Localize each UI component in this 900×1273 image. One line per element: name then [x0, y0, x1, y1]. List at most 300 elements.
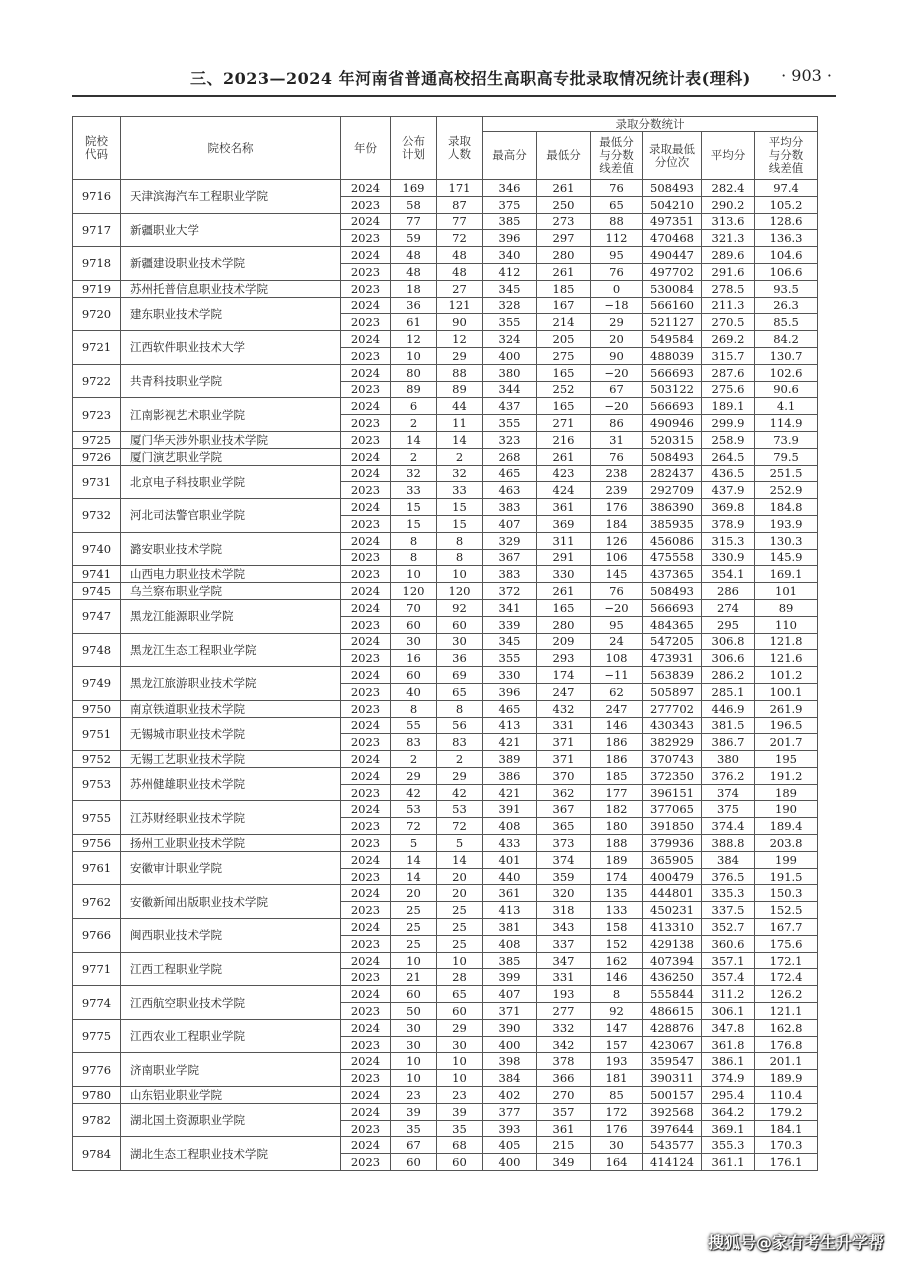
table-cell: 184.1: [755, 1120, 818, 1137]
table-cell: 357: [537, 1103, 591, 1120]
school-name: 江西软件职业技术大学: [121, 331, 341, 365]
table-cell: 490946: [643, 415, 702, 432]
table-cell: 2023: [341, 868, 391, 885]
table-cell: 83: [437, 734, 483, 751]
table-cell: 27: [437, 280, 483, 297]
table-cell: 10: [391, 1053, 437, 1070]
table-cell: 214: [537, 314, 591, 331]
table-cell: −20: [591, 599, 643, 616]
table-cell: 157: [591, 1036, 643, 1053]
table-cell: 65: [437, 683, 483, 700]
table-cell: 68: [437, 1137, 483, 1154]
table-cell: 12: [437, 331, 483, 348]
table-cell: 32: [391, 465, 437, 482]
table-cell: 2024: [341, 331, 391, 348]
table-cell: 88: [591, 213, 643, 230]
table-row: [73, 801, 818, 818]
table-cell: 90.6: [755, 381, 818, 398]
table-cell: 20: [591, 331, 643, 348]
table-cell: 2023: [341, 515, 391, 532]
table-cell: 60: [437, 1154, 483, 1171]
table-cell: 30: [437, 633, 483, 650]
table-cell: 130.7: [755, 347, 818, 364]
table-cell: 170.3: [755, 1137, 818, 1154]
table-cell: 2024: [341, 213, 391, 230]
header-sub-col: 录取最低 分位次: [643, 132, 702, 180]
table-cell: 251.5: [755, 465, 818, 482]
table-cell: 2023: [341, 482, 391, 499]
table-cell: 104.6: [755, 247, 818, 264]
table-cell: 2023: [341, 1070, 391, 1087]
table-cell: 346: [483, 180, 537, 197]
school-name: 厦门华天涉外职业技术学院: [121, 431, 341, 448]
table-cell: 345: [483, 633, 537, 650]
table-cell: 193: [591, 1053, 643, 1070]
table-cell: 2023: [341, 650, 391, 667]
table-header: [73, 117, 818, 180]
table-row: [73, 297, 818, 314]
table-cell: 268: [483, 448, 537, 465]
school-name: 江西航空职业技术学院: [121, 986, 341, 1020]
school-name: 闽西职业技术学院: [121, 919, 341, 953]
table-cell: 293: [537, 650, 591, 667]
table-cell: 357.1: [702, 952, 755, 969]
school-code: 9752: [73, 751, 121, 768]
table-cell: 185: [537, 280, 591, 297]
table-cell: 20: [437, 885, 483, 902]
school-name: 厦门演艺职业学院: [121, 448, 341, 465]
table-cell: 69: [437, 667, 483, 684]
table-cell: 174: [591, 868, 643, 885]
table-cell: 84.2: [755, 331, 818, 348]
table-cell: 44: [437, 398, 483, 415]
table-cell: 389: [483, 751, 537, 768]
table-cell: 87: [437, 196, 483, 213]
table-row: [73, 331, 818, 348]
table-cell: 181: [591, 1070, 643, 1087]
table-cell: 383: [483, 566, 537, 583]
table-cell: 247: [591, 700, 643, 717]
table-cell: 295: [702, 616, 755, 633]
table-cell: 278.5: [702, 280, 755, 297]
table-cell: 369.8: [702, 499, 755, 516]
table-cell: 366: [537, 1070, 591, 1087]
table-cell: 450231: [643, 902, 702, 919]
table-cell: 361: [483, 885, 537, 902]
table-cell: 55: [391, 717, 437, 734]
school-code: 9753: [73, 767, 121, 801]
table-cell: 20: [437, 868, 483, 885]
table-cell: 500157: [643, 1087, 702, 1104]
table-cell: 201.1: [755, 1053, 818, 1070]
table-cell: 2023: [341, 196, 391, 213]
table-cell: 2024: [341, 1087, 391, 1104]
table-cell: 247: [537, 683, 591, 700]
table-cell: 330: [537, 566, 591, 583]
school-code: 9782: [73, 1103, 121, 1137]
table-cell: 437: [483, 398, 537, 415]
table-cell: 407: [483, 986, 537, 1003]
table-cell: 121.1: [755, 1003, 818, 1020]
table-cell: 171: [437, 180, 483, 197]
school-name: 江西工程职业学院: [121, 952, 341, 986]
table-cell: 42: [391, 784, 437, 801]
table-cell: 191.5: [755, 868, 818, 885]
table-cell: 14: [437, 851, 483, 868]
table-cell: 2023: [341, 818, 391, 835]
table-cell: 35: [391, 1120, 437, 1137]
table-cell: 414124: [643, 1154, 702, 1171]
table-cell: 121: [437, 297, 483, 314]
table-cell: 10: [391, 952, 437, 969]
table-cell: 370: [537, 767, 591, 784]
table-cell: 14: [437, 431, 483, 448]
table-cell: 361: [537, 1120, 591, 1137]
table-cell: 347: [537, 952, 591, 969]
table-cell: 50: [391, 1003, 437, 1020]
table-cell: 315.7: [702, 347, 755, 364]
table-cell: 505897: [643, 683, 702, 700]
table-cell: 238: [591, 465, 643, 482]
table-cell: 412: [483, 263, 537, 280]
table-cell: 421: [483, 784, 537, 801]
table-cell: 250: [537, 196, 591, 213]
table-cell: 342: [537, 1036, 591, 1053]
school-name: 乌兰察布职业学院: [121, 583, 341, 600]
table-cell: 282.4: [702, 180, 755, 197]
table-cell: 402: [483, 1087, 537, 1104]
school-code: 9774: [73, 986, 121, 1020]
school-code: 9749: [73, 667, 121, 701]
table-cell: 33: [437, 482, 483, 499]
table-cell: 8: [437, 532, 483, 549]
source-watermark: 搜狐号@家有考生升学帮: [707, 1233, 884, 1252]
header-sub-col: 最低分 与分数 线差值: [591, 132, 643, 180]
table-cell: 108: [591, 650, 643, 667]
table-cell: 400479: [643, 868, 702, 885]
table-cell: −20: [591, 398, 643, 415]
table-cell: 400: [483, 1036, 537, 1053]
table-cell: 29: [437, 347, 483, 364]
table-cell: 101: [755, 583, 818, 600]
table-cell: 58: [391, 196, 437, 213]
table-cell: 349: [537, 1154, 591, 1171]
table-row: [73, 280, 818, 297]
table-cell: 377: [483, 1103, 537, 1120]
table-cell: 121.6: [755, 650, 818, 667]
table-cell: 465: [483, 700, 537, 717]
table-cell: 2024: [341, 180, 391, 197]
table-cell: 25: [437, 919, 483, 936]
table-cell: 2024: [341, 767, 391, 784]
table-cell: 369: [537, 515, 591, 532]
table-cell: 48: [437, 247, 483, 264]
school-name: 江西农业工程职业学院: [121, 1019, 341, 1053]
table-cell: 339: [483, 616, 537, 633]
school-code: 9775: [73, 1019, 121, 1053]
table-cell: 331: [537, 717, 591, 734]
table-cell: 566693: [643, 364, 702, 381]
school-code: 9723: [73, 398, 121, 432]
table-cell: 379936: [643, 835, 702, 852]
table-cell: 65: [437, 986, 483, 1003]
table-cell: 355: [483, 650, 537, 667]
table-cell: 76: [591, 263, 643, 280]
table-cell: 76: [591, 180, 643, 197]
table-cell: 152: [591, 935, 643, 952]
school-code: 9776: [73, 1053, 121, 1087]
table-cell: 269.2: [702, 331, 755, 348]
table-cell: 106.6: [755, 263, 818, 280]
table-cell: 365905: [643, 851, 702, 868]
table-cell: 86: [591, 415, 643, 432]
table-cell: 311.2: [702, 986, 755, 1003]
table-cell: 136.3: [755, 230, 818, 247]
table-cell: 2024: [341, 583, 391, 600]
table-cell: 2023: [341, 381, 391, 398]
table-cell: 396151: [643, 784, 702, 801]
table-cell: 85: [591, 1087, 643, 1104]
table-cell: 92: [591, 1003, 643, 1020]
table-cell: 2024: [341, 1019, 391, 1036]
table-row: [73, 851, 818, 868]
header-sub-col: 平均分: [702, 132, 755, 180]
table-cell: 2023: [341, 280, 391, 297]
table-cell: 421: [483, 734, 537, 751]
table-cell: 361: [537, 499, 591, 516]
table-cell: 291: [537, 549, 591, 566]
table-cell: 503122: [643, 381, 702, 398]
school-code: 9718: [73, 247, 121, 281]
table-cell: 172.4: [755, 969, 818, 986]
table-cell: 354.1: [702, 566, 755, 583]
table-cell: 11: [437, 415, 483, 432]
table-row: [73, 431, 818, 448]
admission-table: [72, 116, 818, 1171]
header-plan: 公布 计划: [391, 117, 437, 180]
table-cell: 30: [591, 1137, 643, 1154]
table-cell: 391: [483, 801, 537, 818]
table-cell: 2024: [341, 448, 391, 465]
table-cell: 355.3: [702, 1137, 755, 1154]
table-cell: 193: [537, 986, 591, 1003]
header-rule: [72, 95, 836, 97]
table-cell: 484365: [643, 616, 702, 633]
table-cell: 95: [591, 247, 643, 264]
table-cell: 274: [702, 599, 755, 616]
school-name: 苏州健雄职业技术学院: [121, 767, 341, 801]
table-cell: 6: [391, 398, 437, 415]
table-cell: 381.5: [702, 717, 755, 734]
table-cell: 252: [537, 381, 591, 398]
table-cell: 172: [591, 1103, 643, 1120]
table-cell: 530084: [643, 280, 702, 297]
table-cell: 384: [483, 1070, 537, 1087]
table-cell: 10: [391, 1070, 437, 1087]
school-code: 9725: [73, 431, 121, 448]
table-cell: 25: [437, 935, 483, 952]
table-cell: 273: [537, 213, 591, 230]
table-cell: 413310: [643, 919, 702, 936]
table-cell: 29: [391, 767, 437, 784]
table-cell: 239: [591, 482, 643, 499]
table-cell: 563839: [643, 667, 702, 684]
table-cell: 408: [483, 818, 537, 835]
table-row: [73, 667, 818, 684]
table-cell: 25: [437, 902, 483, 919]
table-cell: 199: [755, 851, 818, 868]
table-cell: 329: [483, 532, 537, 549]
table-cell: 297: [537, 230, 591, 247]
school-code: 9726: [73, 448, 121, 465]
table-cell: 324: [483, 331, 537, 348]
table-cell: 313.6: [702, 213, 755, 230]
table-cell: 2024: [341, 1137, 391, 1154]
table-cell: 2: [437, 448, 483, 465]
table-cell: 508493: [643, 583, 702, 600]
school-code: 9748: [73, 633, 121, 667]
header-sub-col: 最高分: [483, 132, 537, 180]
school-code: 9721: [73, 331, 121, 365]
table-cell: 456086: [643, 532, 702, 549]
table-cell: 2023: [341, 734, 391, 751]
table-cell: 396: [483, 683, 537, 700]
table-cell: 332: [537, 1019, 591, 1036]
table-row: [73, 751, 818, 768]
table-cell: 423067: [643, 1036, 702, 1053]
table-cell: 271: [537, 415, 591, 432]
school-name: 苏州托普信息职业技术学院: [121, 280, 341, 297]
table-cell: 566693: [643, 398, 702, 415]
header-admit: 录取 人数: [437, 117, 483, 180]
table-cell: 106: [591, 549, 643, 566]
table-cell: 369.1: [702, 1120, 755, 1137]
table-cell: 357.4: [702, 969, 755, 986]
table-cell: 315.3: [702, 532, 755, 549]
table-cell: 189: [755, 784, 818, 801]
school-code: 9755: [73, 801, 121, 835]
table-cell: 15: [391, 499, 437, 516]
table-cell: 48: [437, 263, 483, 280]
table-cell: 504210: [643, 196, 702, 213]
table-cell: 444801: [643, 885, 702, 902]
table-cell: 189: [591, 851, 643, 868]
table-cell: 486615: [643, 1003, 702, 1020]
table-cell: 252.9: [755, 482, 818, 499]
table-cell: 146: [591, 969, 643, 986]
table-cell: 2023: [341, 566, 391, 583]
school-name: 黑龙江生态工程职业学院: [121, 633, 341, 667]
school-name: 无锡城市职业技术学院: [121, 717, 341, 751]
table-cell: 215: [537, 1137, 591, 1154]
table-cell: 10: [391, 347, 437, 364]
table-cell: 120: [437, 583, 483, 600]
table-cell: 2024: [341, 751, 391, 768]
table-cell: 24: [591, 633, 643, 650]
school-code: 9766: [73, 919, 121, 953]
table-cell: 179.2: [755, 1103, 818, 1120]
table-cell: 60: [391, 1154, 437, 1171]
table-cell: 328: [483, 297, 537, 314]
table-row: [73, 599, 818, 616]
table-cell: 566160: [643, 297, 702, 314]
table-cell: 30: [391, 1019, 437, 1036]
table-cell: 2024: [341, 717, 391, 734]
table-cell: 299.9: [702, 415, 755, 432]
table-cell: 2023: [341, 902, 391, 919]
table-cell: 549584: [643, 331, 702, 348]
table-cell: 105.2: [755, 196, 818, 213]
table-cell: 164: [591, 1154, 643, 1171]
table-row: [73, 499, 818, 516]
table-cell: 39: [391, 1103, 437, 1120]
table-cell: 8: [391, 532, 437, 549]
table-cell: 205: [537, 331, 591, 348]
table-cell: 77: [391, 213, 437, 230]
school-code: 9745: [73, 583, 121, 600]
school-name: 新疆职业大学: [121, 213, 341, 247]
table-cell: 407394: [643, 952, 702, 969]
table-cell: 280: [537, 616, 591, 633]
table-cell: 277702: [643, 700, 702, 717]
table-cell: 23: [437, 1087, 483, 1104]
table-cell: 372: [483, 583, 537, 600]
table-cell: 2024: [341, 919, 391, 936]
table-cell: 15: [437, 499, 483, 516]
table-cell: 2024: [341, 801, 391, 818]
table-cell: 175.6: [755, 935, 818, 952]
table-cell: 407: [483, 515, 537, 532]
table-cell: 371: [537, 734, 591, 751]
table-cell: 130.3: [755, 532, 818, 549]
table-cell: 76: [591, 448, 643, 465]
table-cell: 0: [591, 280, 643, 297]
table-cell: 375: [702, 801, 755, 818]
table-cell: 381: [483, 919, 537, 936]
table-cell: 10: [437, 1053, 483, 1070]
table-cell: 53: [437, 801, 483, 818]
school-code: 9741: [73, 566, 121, 583]
table-cell: 374.4: [702, 818, 755, 835]
table-cell: 555844: [643, 986, 702, 1003]
school-code: 9756: [73, 835, 121, 852]
table-cell: 80: [391, 364, 437, 381]
table-cell: 25: [391, 902, 437, 919]
table-cell: 343: [537, 919, 591, 936]
table-cell: 2: [391, 415, 437, 432]
table-cell: 128.6: [755, 213, 818, 230]
table-cell: 165: [537, 599, 591, 616]
table-cell: 60: [391, 616, 437, 633]
table-cell: 72: [437, 230, 483, 247]
table-cell: 10: [437, 566, 483, 583]
table-cell: 89: [391, 381, 437, 398]
table-cell: 25: [391, 919, 437, 936]
table-cell: 323: [483, 431, 537, 448]
table-row: [73, 364, 818, 381]
table-cell: 2024: [341, 297, 391, 314]
table-cell: 384: [702, 851, 755, 868]
table-row: [73, 1137, 818, 1154]
table-cell: 10: [437, 1070, 483, 1087]
table-cell: 306.6: [702, 650, 755, 667]
table-cell: 277: [537, 1003, 591, 1020]
table-cell: 8: [591, 986, 643, 1003]
school-code: 9780: [73, 1087, 121, 1104]
table-cell: 330.9: [702, 549, 755, 566]
table-body: [73, 180, 818, 1171]
table-cell: 53: [391, 801, 437, 818]
